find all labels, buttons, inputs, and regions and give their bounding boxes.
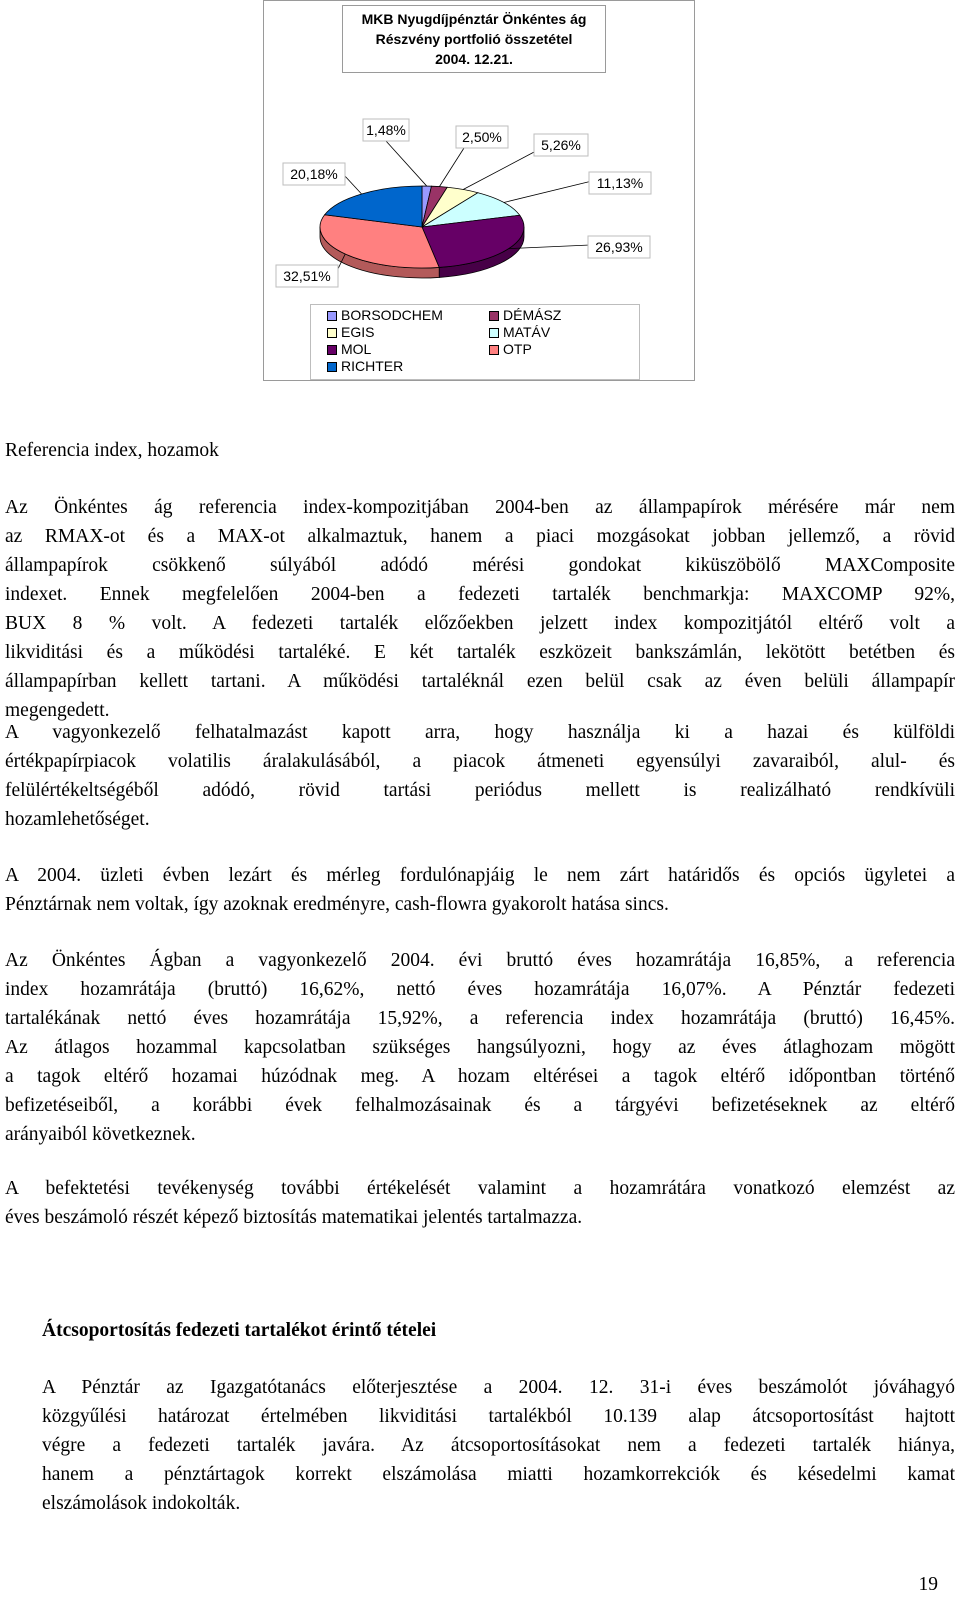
page-number: 19 <box>918 1574 938 1595</box>
legend-swatch <box>327 311 337 321</box>
legend-label: BORSODCHEM <box>341 307 443 323</box>
chart-title-line-1: MKB Nyugdíjpénztár Önkéntes ág <box>361 11 587 27</box>
legend-swatch <box>489 328 499 338</box>
text-line: éves beszámoló részét képező biztosítás matematikai jelentés tartalmazza. <box>5 1207 583 1228</box>
paragraph-hataridos <box>5 861 955 919</box>
pie-chart-frame <box>263 0 695 381</box>
legend-item-borsodchem <box>327 307 443 324</box>
legend-label: EGIS <box>341 324 375 340</box>
text-line: Pénztárnak nem voltak, így azoknak eredményre, cash-flowra gyakorolt hatása sincs. <box>5 894 669 915</box>
legend-swatch <box>327 362 337 372</box>
text-line: index hozamrátája (bruttó) 16,62%, nettó éves hozamrátája 16,07%. A Pénztár fedezeti <box>5 979 955 1000</box>
text-line: arányaiból következnek. <box>5 1124 196 1145</box>
section-heading-atcsoportositas: Átcsoportosítás fedezeti tartalékot érintő tételei <box>42 1320 437 1341</box>
text-line: közgyűlési határozat értelmében likviditási tartalékból 10.139 alap átcsoportosítást hajtott <box>42 1406 955 1427</box>
text-line: hozamlehetőséget. <box>5 809 150 830</box>
chart-title-line-3: 2004. 12.21. <box>435 51 513 67</box>
data-label-mol: 26,93% <box>595 239 643 255</box>
paragraph-vagyonkezelo <box>5 718 955 834</box>
data-label-otp: 32,51% <box>283 268 331 284</box>
paragraph-atcsoportositas <box>42 1373 955 1518</box>
text-line: Az Önkéntes Ágban a vagyonkezelő 2004. évi bruttó éves hozamrátája 16,85%, a referencia <box>5 950 955 971</box>
chart-title-line-2: Részvény portfolió összetétel <box>375 31 573 47</box>
legend-label: MATÁV <box>503 324 551 340</box>
legend-label: MOL <box>341 341 372 357</box>
legend-swatch <box>489 311 499 321</box>
legend-item-otp <box>489 341 532 358</box>
text-line: értékpapírpiacok volatilis áralakulásából, a piacok átmeneti egyensúlyi zavaraiból, alul- és <box>5 751 955 772</box>
leader-line <box>386 141 427 186</box>
paragraph-hozamrata <box>5 946 955 1149</box>
legend-item-mol <box>327 341 371 358</box>
chart-legend <box>310 304 640 380</box>
leader-line <box>344 175 362 194</box>
text-line: likviditási és a működési tartaléké. E két tartalék eszközeit bankszámlán, lekötött betétben és <box>5 642 955 663</box>
legend-swatch <box>327 328 337 338</box>
data-label-borsodchem: 1,48% <box>366 122 406 138</box>
leader-line <box>463 151 536 189</box>
text-line: állampapírok csökkenő súlyából adódó mérési gondokat kiküszöbölő MAXComposite <box>5 555 955 576</box>
text-line: elszámolások indokolták. <box>42 1493 241 1514</box>
legend-label: OTP <box>503 341 532 357</box>
text-line: hanem a pénztártagok korrekt elszámolása miatti hozamkorrekciók és késedelmi kamat <box>42 1464 955 1485</box>
data-label-démász: 2,50% <box>462 129 502 145</box>
data-label-egis: 5,26% <box>541 137 581 153</box>
text-line: megengedett. <box>5 700 110 721</box>
text-line: A befektetési tevékenység további értékelését valamint a hozamrátára vonatkozó elemzést az <box>5 1178 955 1199</box>
legend-item-egis <box>327 324 374 341</box>
text-line: A vagyonkezelő felhatalmazást kapott arra, hogy használja ki a hazai és külföldi <box>5 722 955 743</box>
data-label-matáv: 11,13% <box>596 175 644 191</box>
legend-swatch <box>489 345 499 355</box>
text-line: Az Önkéntes ág referencia index-kompozitjában 2004-ben az állampapírok mérésére már nem <box>5 497 955 518</box>
legend-item-richter <box>327 358 403 375</box>
leader-line <box>439 148 464 187</box>
text-line: a tagok eltérő hozamai húzódnak meg. A hozam eltérései a tagok eltérő időpontban történő <box>5 1066 955 1087</box>
text-line: A 2004. üzleti évben lezárt és mérleg fordulónapjáig le nem zárt határidős és opciós ügyletei a <box>5 865 955 886</box>
text-line: tartalékának nettó éves hozamrátája 15,92%, a referencia index hozamrátája (bruttó) 16,45%. <box>5 1008 955 1029</box>
legend-label: RICHTER <box>341 358 404 374</box>
text-line: az RMAX-ot és a MAX-ot alkalmaztuk, hanem a piaci mozgásokat jobban jellemző, a rövid <box>5 526 955 547</box>
pie-chart-svg <box>264 1 696 301</box>
legend-item-matav <box>489 324 550 341</box>
text-line: A Pénztár az Igazgatótanács előterjesztése a 2004. 12. 31-i éves beszámolót jóváhagyó <box>42 1377 955 1398</box>
text-line: Az átlagos hozammal kapcsolatban szükséges hangsúlyozni, hogy az éves átlaghozam mögött <box>5 1037 955 1058</box>
text-line: befizetéseiből, a korábbi évek felhalmozásainak és a tárgyévi befizetéseknek az eltérő <box>5 1095 955 1116</box>
legend-label: DÉMÁSZ <box>503 307 562 323</box>
legend-swatch <box>327 345 337 355</box>
text-line: végre a fedezeti tartalék javára. Az átcsoportosításokat nem a fedezeti tartalék hiánya, <box>42 1435 955 1456</box>
section-heading-referencia: Referencia index, hozamok <box>5 440 219 461</box>
text-line: indexet. Ennek megfelelően 2004-ben a fedezeti tartalék benchmarkja: MAXCOMP 92%, <box>5 584 955 605</box>
leader-line <box>504 181 592 202</box>
legend-item-demasz <box>489 307 561 324</box>
paragraph-referencia-index <box>5 493 955 725</box>
data-label-richter: 20,18% <box>290 166 338 182</box>
text-line: felülértékeltségéből adódó, rövid tartási periódus mellett is realizálható rendkívüli <box>5 780 955 801</box>
paragraph-befektetesi <box>5 1174 955 1232</box>
text-line: állampapírban kellett tartani. A működési tartaléknál ezen belül csak az éven belüli állampapír <box>5 671 955 692</box>
text-line: BUX 8 % volt. A fedezeti tartalék előzőekben jelzett index kompozitjától eltérő volt a <box>5 613 955 634</box>
